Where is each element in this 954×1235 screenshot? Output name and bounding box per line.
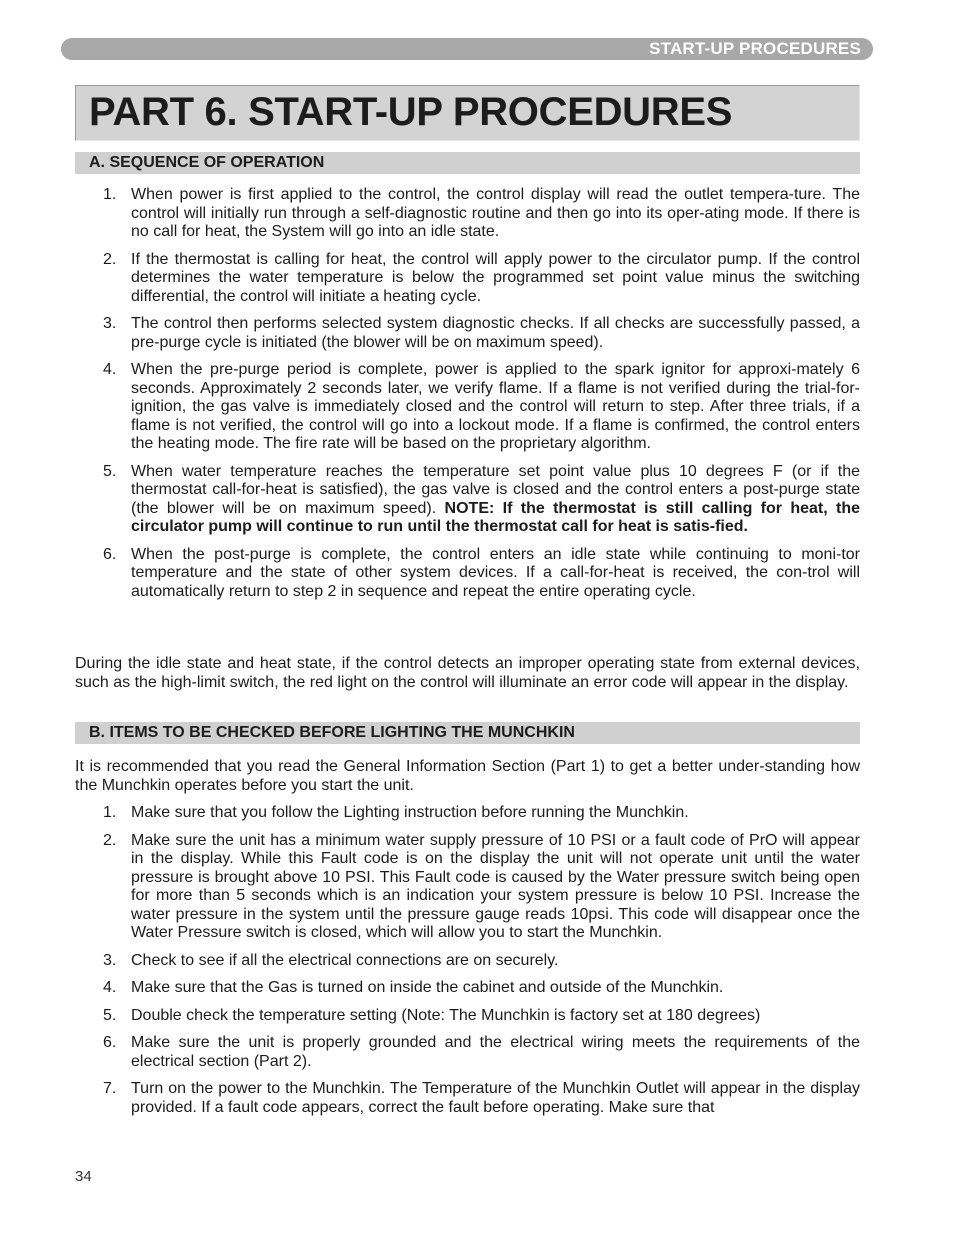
section-a-closing-paragraph: During the idle state and heat state, if the control detects an improper operating state from external devices, such as the high-limit switch, the red light on the control will illuminate an error code will appear in the display. (75, 655, 860, 691)
section-b-list (75, 804, 860, 1117)
list-item-number: 3. (103, 951, 117, 969)
list-item (75, 1080, 860, 1117)
list-item (75, 804, 860, 823)
list-item-text: Make sure that the Gas is turned on inside the cabinet and outside of the Munchkin. (131, 979, 724, 996)
section-a-heading: A. SEQUENCE OF OPERATION (89, 154, 325, 171)
section-b-heading: B. ITEMS TO BE CHECKED BEFORE LIGHTING THE MUNCHKIN (89, 724, 575, 741)
list-item-number: 2. (103, 831, 117, 849)
page-title: PART 6. START-UP PROCEDURES (89, 90, 733, 134)
section-a-list (75, 186, 860, 601)
list-item-text: Check to see if all the electrical connections are on securely. (131, 951, 559, 969)
section-a-heading-bar (75, 152, 860, 174)
list-item (75, 361, 860, 454)
list-item-text: Double check the temperature setting (Note: The Munchkin is factory set at 180 degrees) (131, 1006, 761, 1024)
page-title-box (75, 85, 860, 141)
list-item-text: If the thermostat is calling for heat, the control will apply power to the circulator pump. If the control determines the water temperature is below the programmed set point value minus the switching differential, the control will initiate a heating cycle. (131, 250, 860, 305)
list-item (75, 546, 860, 602)
page-number: 34 (75, 1168, 92, 1185)
list-item-number: 4. (103, 361, 117, 378)
list-item-number: 2. (103, 250, 117, 268)
list-item-text: Make sure the unit has a minimum water supply pressure of 10 PSI or a fault code of PrO will appear in the display. While this Fault code is on the display the unit will not operate unit until the water pressure is brought above 10 PSI. This Fault code is caused by the Water pressure switch being open for more than 5 seconds which is an indication your system pressure is below 10 PSI. Increase the water pressure in the system until the pressure gauge reads 10psi. This code will disappear once the Water Pressure switch is closed, which will allow you to start the Munchkin. (131, 831, 860, 941)
section-b-intro-paragraph: It is recommended that you read the General Information Section (Part 1) to get a better under-standing how the Munchkin operates before you start the unit. (75, 758, 860, 794)
list-item-text: Make sure the unit is properly grounded and the electrical wiring meets the requirements of the electrical section (Part 2). (131, 1034, 860, 1070)
list-item-text: When the pre-purge period is complete, power is applied to the spark ignitor for approxi-mately 6 seconds. Approximately 2 seconds later, we verify flame. If a flame is not verified during the trial-for-ignition, the gas valve is immediately closed and the control will return to step. After three trials, if a flame is not verified, the control will go into a lockout mode. If a flame is confirmed, the control enters the heating mode. The fire rate will be based on the proprietary algorithm. (131, 361, 860, 452)
list-item-body: When water temperature reaches the temperature set point value plus 10 degrees F (or if the thermostat call-for-heat is satisfied), the gas valve is closed and the control enters a post-purge state (the blower will be on maximum speed). (131, 462, 860, 517)
list-item (75, 979, 860, 998)
list-item-text: When the post-purge is complete, the control enters an idle state while continuing to moni-tor temperature and the state of other system devices. If a call-for-heat is received, the con-trol will automatically return to step 2 in sequence and repeat the entire operating cycle. (131, 545, 860, 600)
list-item-number: 5. (103, 462, 117, 480)
list-item (75, 463, 860, 537)
note-label: NOTE: (444, 499, 495, 517)
list-item (75, 1034, 860, 1071)
running-header-bar (61, 38, 873, 60)
list-item (75, 315, 860, 352)
list-item-number: 4. (103, 979, 117, 996)
list-item (75, 1007, 860, 1026)
list-item-number: 1. (103, 186, 117, 203)
note-text: If the thermostat is still calling for heat, the circulator pump will continue to run until the thermostat call for heat is satis-fied. (131, 499, 861, 535)
list-item-text (131, 463, 860, 537)
list-item-number: 5. (103, 1006, 117, 1024)
list-item-number: 6. (103, 1034, 117, 1051)
section-b-heading-bar (75, 722, 860, 744)
list-item (75, 832, 860, 943)
list-item (75, 186, 860, 242)
list-item-text: Make sure that you follow the Lighting instruction before running the Munchkin. (131, 804, 689, 821)
list-item-number: 1. (103, 804, 117, 821)
list-item-number: 7. (103, 1080, 117, 1097)
list-item (75, 952, 860, 971)
list-item-text: When power is first applied to the control, the control display will read the outlet tempera-ture. The control will initially run through a self-diagnostic routine and then go into its oper-ating mode. If there is no call for heat, the System will go into an idle state. (131, 186, 860, 240)
list-item (75, 251, 860, 307)
list-item-number: 3. (103, 315, 117, 332)
list-item-text: Turn on the power to the Munchkin. The Temperature of the Munchkin Outlet will appear in the display provided. If a fault code appears, correct the fault before operating. Make sure that (131, 1080, 860, 1116)
list-item-number: 6. (103, 545, 117, 563)
list-item-text: The control then performs selected system diagnostic checks. If all checks are successfully passed, a pre-purge cycle is initiated (the blower will be on maximum speed). (131, 315, 860, 351)
running-header-label: START-UP PROCEDURES (649, 39, 861, 58)
